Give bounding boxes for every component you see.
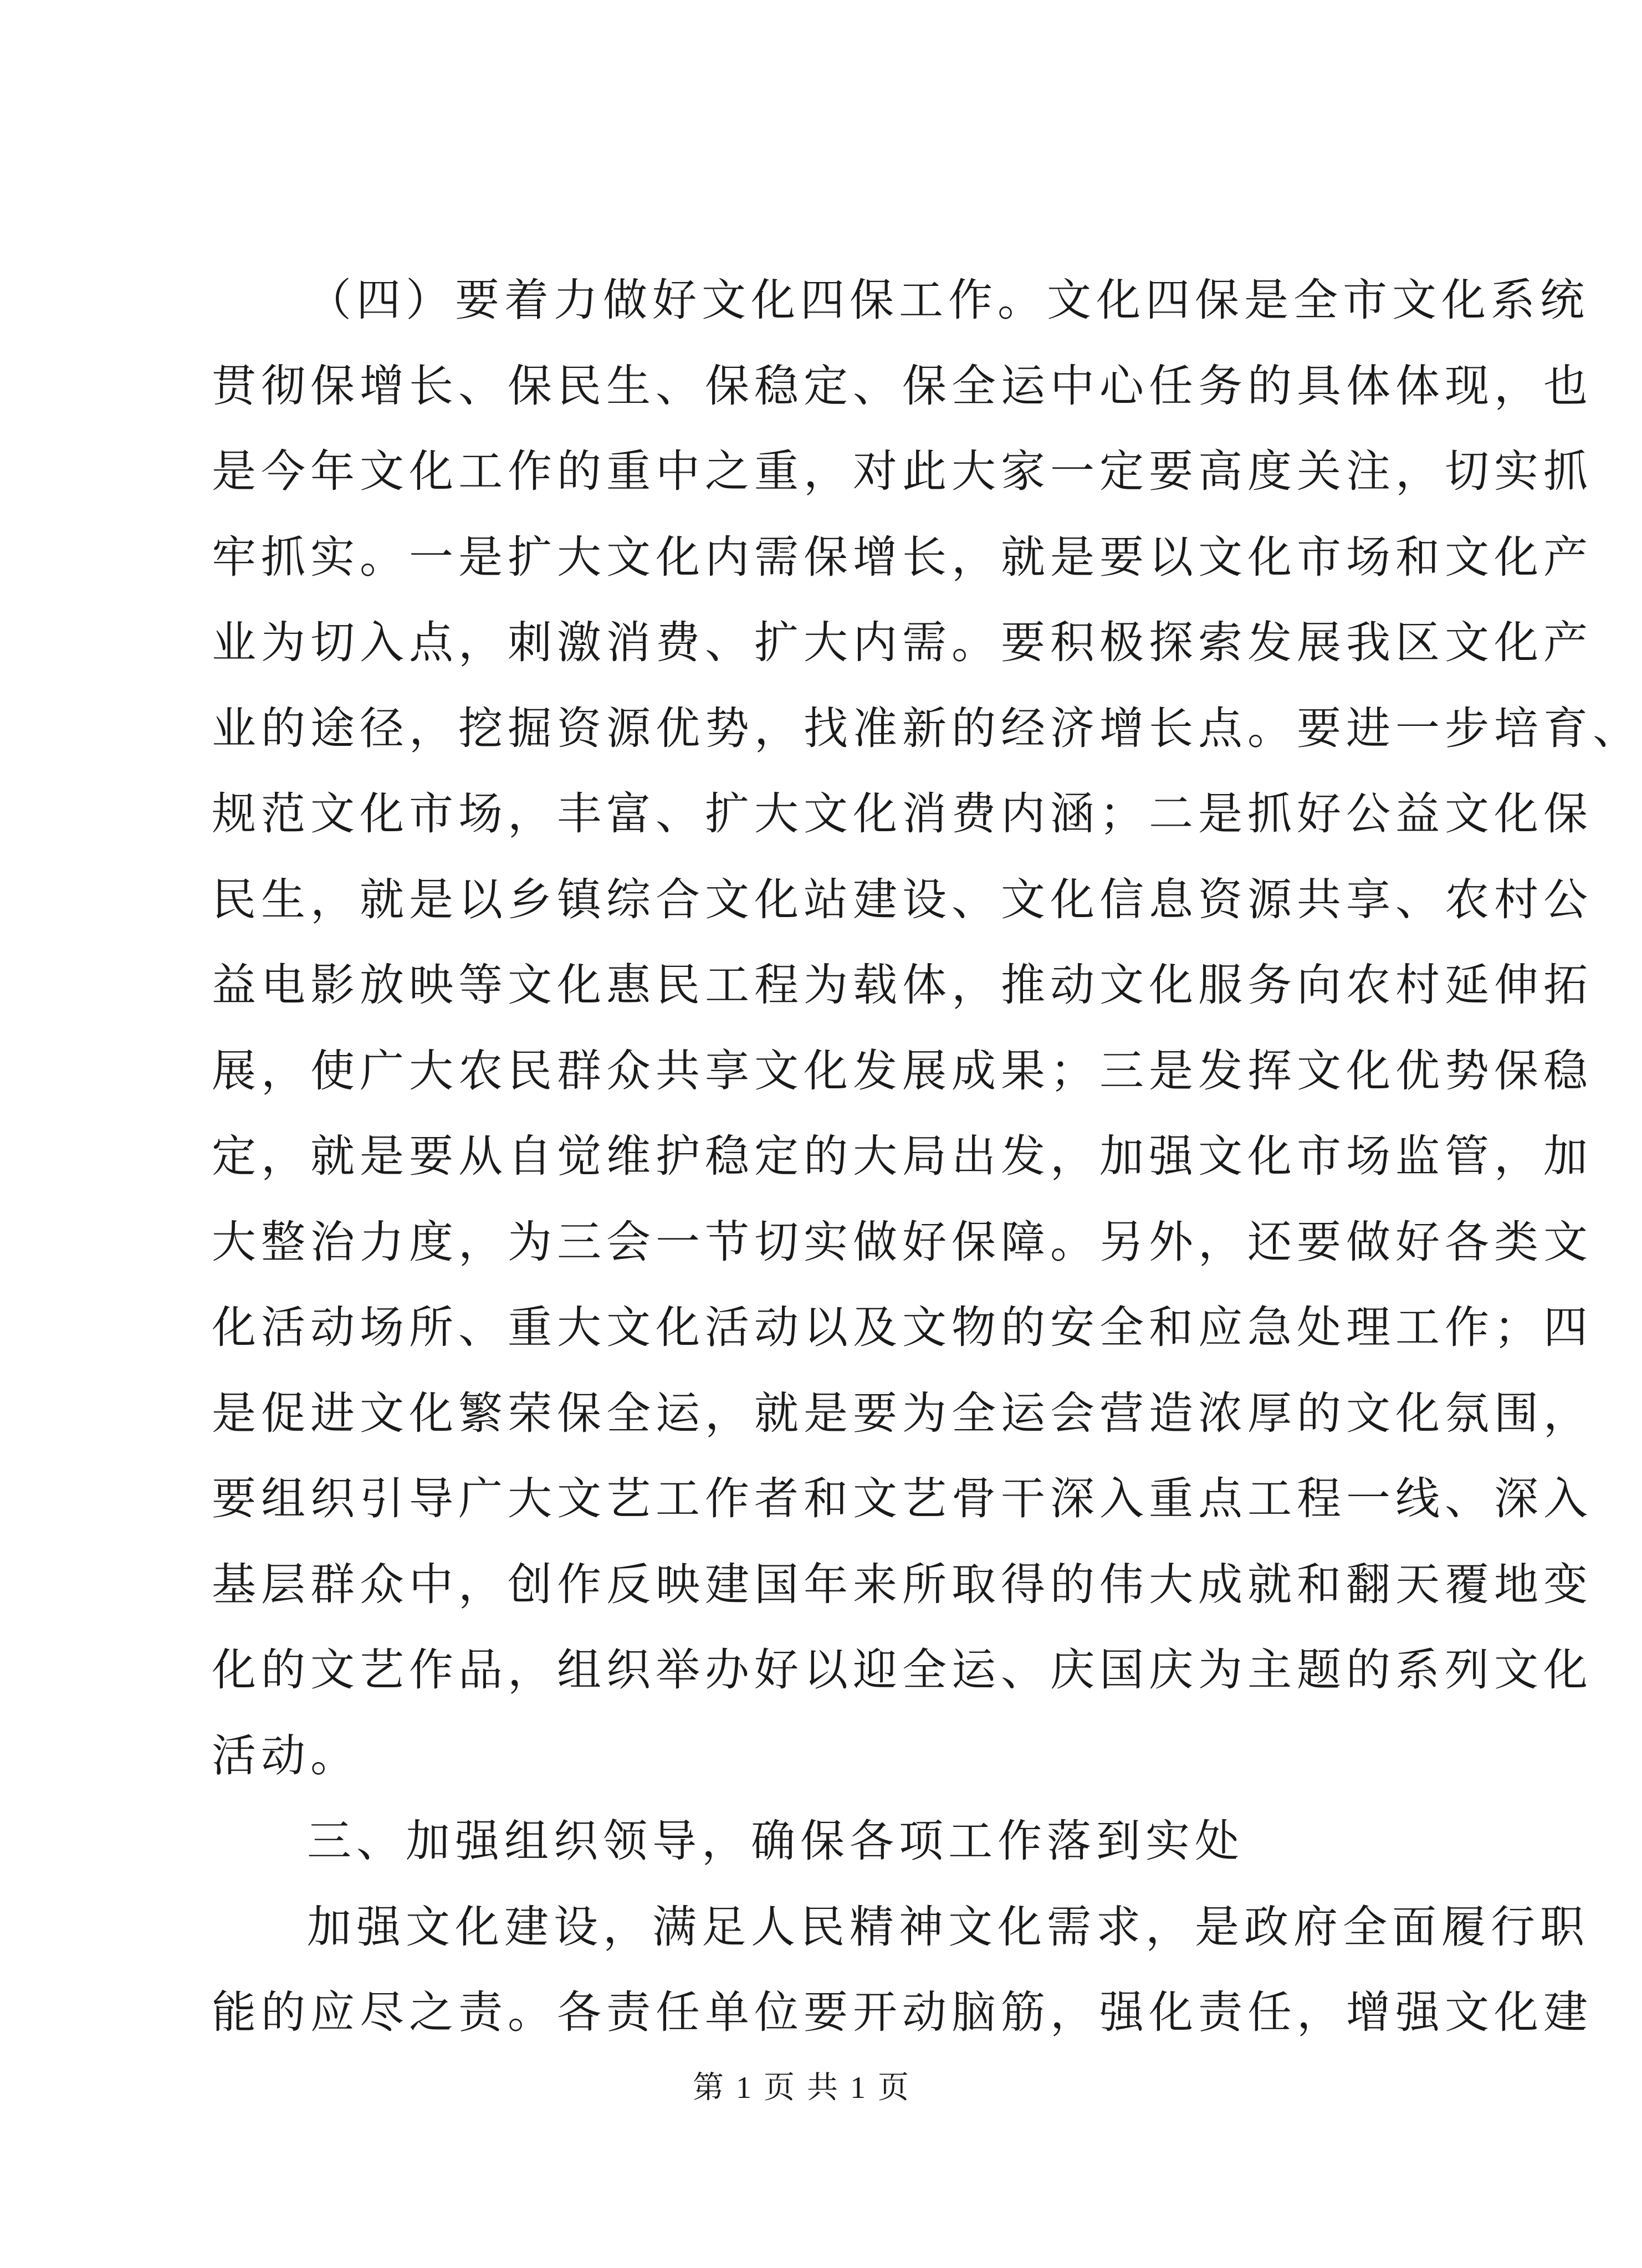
- paragraph-line: 规范文化市场，丰富、扩大文化消费内涵；二是抓好公益文化保: [212, 788, 1593, 839]
- section-heading: 三、加强组织领导，确保各项工作落到实处: [307, 1815, 1244, 1867]
- paragraph-line: 要组织引导广大文艺工作者和文艺骨干深入重点工程一线、深入: [212, 1473, 1593, 1524]
- paragraph-line: 定，就是要从自觉维护稳定的大局出发，加强文化市场监管，加: [212, 1130, 1593, 1182]
- paragraph-line: 展，使广大农民群众共享文化发展成果；三是发挥文化优势保稳: [212, 1045, 1593, 1097]
- paragraph-line: 是今年文化工作的重中之重，对此大家一定要高度关注，切实抓: [212, 446, 1593, 497]
- paragraph-line: 活动。: [212, 1729, 360, 1781]
- paragraph-line: 牢抓实。一是扩大文化内需保增长，就是要以文化市场和文化产: [212, 531, 1593, 583]
- paragraph-line: 基层群众中，创作反映建国年来所取得的伟大成就和翻天覆地变: [212, 1558, 1593, 1610]
- paragraph-line: 民生，就是以乡镇综合文化站建设、文化信息资源共享、农村公: [212, 873, 1593, 925]
- document-body: [212, 258, 1642, 2056]
- paragraph-line: 化的文艺作品，组织举办好以迎全运、庆国庆为主题的系列文化: [212, 1644, 1593, 1696]
- paragraph-line: 化活动场所、重大文化活动以及文物的安全和应急处理工作；四: [212, 1302, 1593, 1353]
- paragraph-line: （四）要着力做好文化四保工作。文化四保是全市文化系统: [307, 274, 1589, 326]
- paragraph-line: 是促进文化繁荣保全运，就是要为全运会营造浓厚的文化氛围，: [212, 1387, 1593, 1439]
- paragraph-line: 益电影放映等文化惠民工程为载体，推动文化服务向农村延伸拓: [212, 959, 1593, 1011]
- paragraph-line: 贯彻保增长、保民生、保稳定、保全运中心任务的具体体现，也: [212, 360, 1593, 412]
- paragraph-line: 业的途径，挖掘资源优势，找准新的经济增长点。要进一步培育、: [212, 702, 1642, 754]
- paragraph-line: 加强文化建设，满足人民精神文化需求，是政府全面履行职: [307, 1901, 1589, 1953]
- page-number-label: 第 1 页 共 1 页: [693, 2071, 911, 2105]
- paragraph-line: 能的应尽之责。各责任单位要开动脑筋，强化责任，增强文化建: [212, 1987, 1593, 2038]
- page-footer: [0, 2066, 1604, 2110]
- paragraph-line: 业为切入点，刺激消费、扩大内需。要积极探索发展我区文化产: [212, 617, 1593, 668]
- paragraph-line: 大整治力度，为三会一节切实做好保障。另外，还要做好各类文: [212, 1216, 1593, 1268]
